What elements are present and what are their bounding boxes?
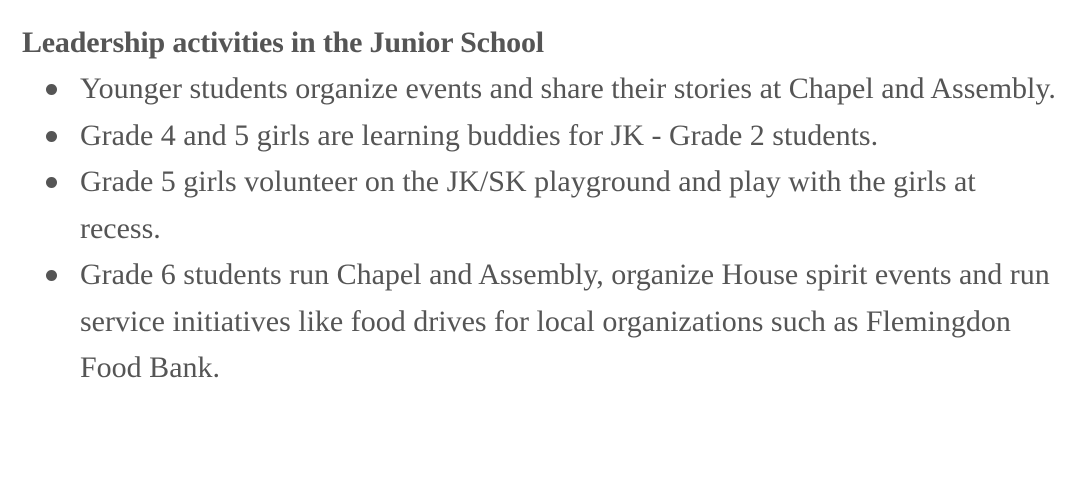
list-item xyxy=(22,159,1062,252)
bullet-icon xyxy=(46,131,57,142)
list-item-text: Grade 6 students run Chapel and Assembly, organize House spirit events and run service initiatives like food drives for local organizations such as Flemingdon Food Bank. xyxy=(80,258,1050,384)
list-item xyxy=(22,66,1062,113)
list-item xyxy=(22,252,1062,392)
bullet-icon xyxy=(46,84,57,95)
list-item-text: Grade 4 and 5 girls are learning buddies for JK - Grade 2 students. xyxy=(80,118,879,152)
content-section xyxy=(22,20,1062,392)
bullet-list xyxy=(22,66,1062,392)
list-item xyxy=(22,113,1062,160)
list-item-text: Grade 5 girls volunteer on the JK/SK playground and play with the girls at recess. xyxy=(80,165,976,245)
section-heading: Leadership activities in the Junior School xyxy=(22,26,544,59)
bullet-icon xyxy=(46,177,57,188)
list-item-text: Younger students organize events and share their stories at Chapel and Assembly. xyxy=(80,72,1056,105)
bullet-icon xyxy=(46,270,57,281)
